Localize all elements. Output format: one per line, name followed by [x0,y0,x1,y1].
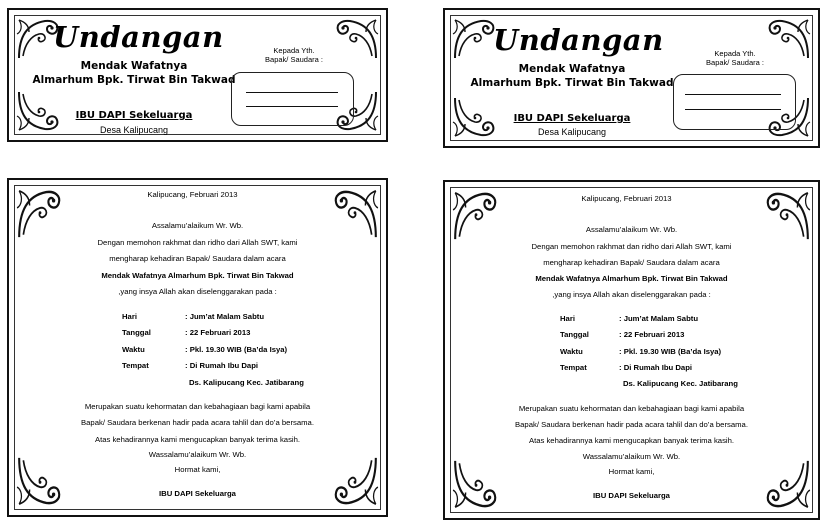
letter-closing-1: Merupakan suatu kehormatan dan kebahagiaan bagi kami apabila [518,404,745,413]
letter-greeting: Assalamu’alaikum Wr. Wb. [151,221,244,230]
invitation-family: IBU DAPI Sekeluarga [75,110,193,121]
recipient-heading-1: Kepada Yth. [273,46,315,55]
detail-waktu-value: : Pkl. 19.30 WIB (Ba’da Isya) [619,347,722,356]
detail-hari-value: : Jum’at Malam Sabtu [619,314,699,323]
letter-intro-3: ,yang insya Allah akan diselenggarakan pada : [552,290,711,299]
invitation-card-left [7,8,388,142]
letter-date: Kalipucang, Februari 2013 [147,190,238,199]
detail-tempat-value-2: Ds. Kalipucang Kec. Jatibarang [189,378,304,387]
letter-signature: IBU DAPI Sekeluarga [593,491,670,500]
letter-closing-2: Bapak/ Saudara berkenan hadir pada acara tahlil dan do’a bersama. [81,418,314,427]
detail-hari-label: Hari [560,314,575,323]
detail-tempat-value-2: Ds. Kalipucang Kec. Jatibarang [623,379,738,388]
letter-closing-1: Merupakan suatu kehormatan dan kebahagiaan bagi kami apabila [84,402,311,411]
detail-waktu-value: : Pkl. 19.30 WIB (Ba’da Isya) [185,345,288,354]
detail-hari-value: : Jum’at Malam Sabtu [185,312,265,321]
invitation-subtitle-1: Mendak Wafatnya [518,63,626,75]
letter-farewell: Wassalamu’alaikum Wr. Wb. [148,450,247,459]
invitation-title: Undangan [493,23,664,57]
invitation-subtitle-1: Mendak Wafatnya [80,60,188,72]
detail-tempat-value: : Di Rumah Ibu Dapi [619,363,693,372]
letter-farewell: Wassalamu’alaikum Wr. Wb. [582,452,681,461]
detail-tanggal-value: : 22 Februari 2013 [185,328,251,337]
letter-intro-3: ,yang insya Allah akan diselenggarakan pada : [118,287,277,296]
address-line-2 [246,106,338,107]
detail-waktu-label: Waktu [560,347,583,356]
letter-card-left [7,178,388,517]
letter-event: Mendak Wafatnya Almarhum Bpk. Tirwat Bin Takwad [535,274,728,283]
detail-hari-label: Hari [122,312,137,321]
letter-intro-2: mengharap kehadiran Bapak/ Saudara dalam acara [109,254,286,263]
letter-closing-2: Bapak/ Saudara berkenan hadir pada acara tahlil dan do’a bersama. [515,420,748,429]
letter-signature: IBU DAPI Sekeluarga [159,489,236,498]
detail-tanggal-label: Tanggal [560,330,589,339]
letter-card-right [443,180,820,520]
detail-tempat-label: Tempat [122,361,149,370]
letter-regards: Hormat kami, [608,467,655,476]
detail-tempat-value: : Di Rumah Ibu Dapi [185,361,259,370]
corner-ornament-icon [451,16,497,62]
invitation-subtitle-2: Almarhum Bpk. Tirwat Bin Takwad [470,77,674,89]
corner-ornament-icon [334,16,380,62]
detail-waktu-label: Waktu [122,345,145,354]
invitation-village: Desa Kalipucang [99,125,169,135]
letter-intro-2: mengharap kehadiran Bapak/ Saudara dalam acara [543,258,720,267]
address-line-1 [246,92,338,93]
letter-intro-1: Dengan memohon rakhmat dan ridho dari Allah SWT, kami [97,238,298,247]
detail-tempat-label: Tempat [560,363,587,372]
recipient-heading-2: Bapak/ Saudara : [706,58,764,67]
letter-date: Kalipucang, Februari 2013 [581,194,672,203]
invitation-title: Undangan [53,20,224,54]
corner-ornament-icon [15,453,63,509]
corner-ornament-icon [451,456,499,512]
letter-event: Mendak Wafatnya Almarhum Bpk. Tirwat Bin Takwad [101,271,294,280]
letter-regards: Hormat kami, [174,465,221,474]
recipient-heading-1: Kepada Yth. [714,49,756,58]
recipient-address-box[interactable] [231,72,354,126]
invitation-family: IBU DAPI Sekeluarga [513,113,631,124]
invitation-village: Desa Kalipucang [537,127,607,137]
recipient-address-box[interactable] [673,74,796,130]
corner-ornament-icon [764,456,812,512]
address-line-1 [685,94,781,95]
detail-tanggal-value: : 22 Februari 2013 [619,330,685,339]
recipient-heading-2: Bapak/ Saudara : [265,55,323,64]
invitation-card-right [443,8,820,148]
letter-greeting: Assalamu’alaikum Wr. Wb. [585,225,678,234]
letter-closing-3: Atas kehadirannya kami mengucapkan banyak terima kasih. [94,435,301,444]
invitation-subtitle-2: Almarhum Bpk. Tirwat Bin Takwad [32,74,236,86]
letter-intro-1: Dengan memohon rakhmat dan ridho dari Allah SWT, kami [531,242,732,251]
corner-ornament-icon [332,453,380,509]
address-line-2 [685,109,781,110]
detail-tanggal-label: Tanggal [122,328,151,337]
letter-closing-3: Atas kehadirannya kami mengucapkan banyak terima kasih. [528,436,735,445]
